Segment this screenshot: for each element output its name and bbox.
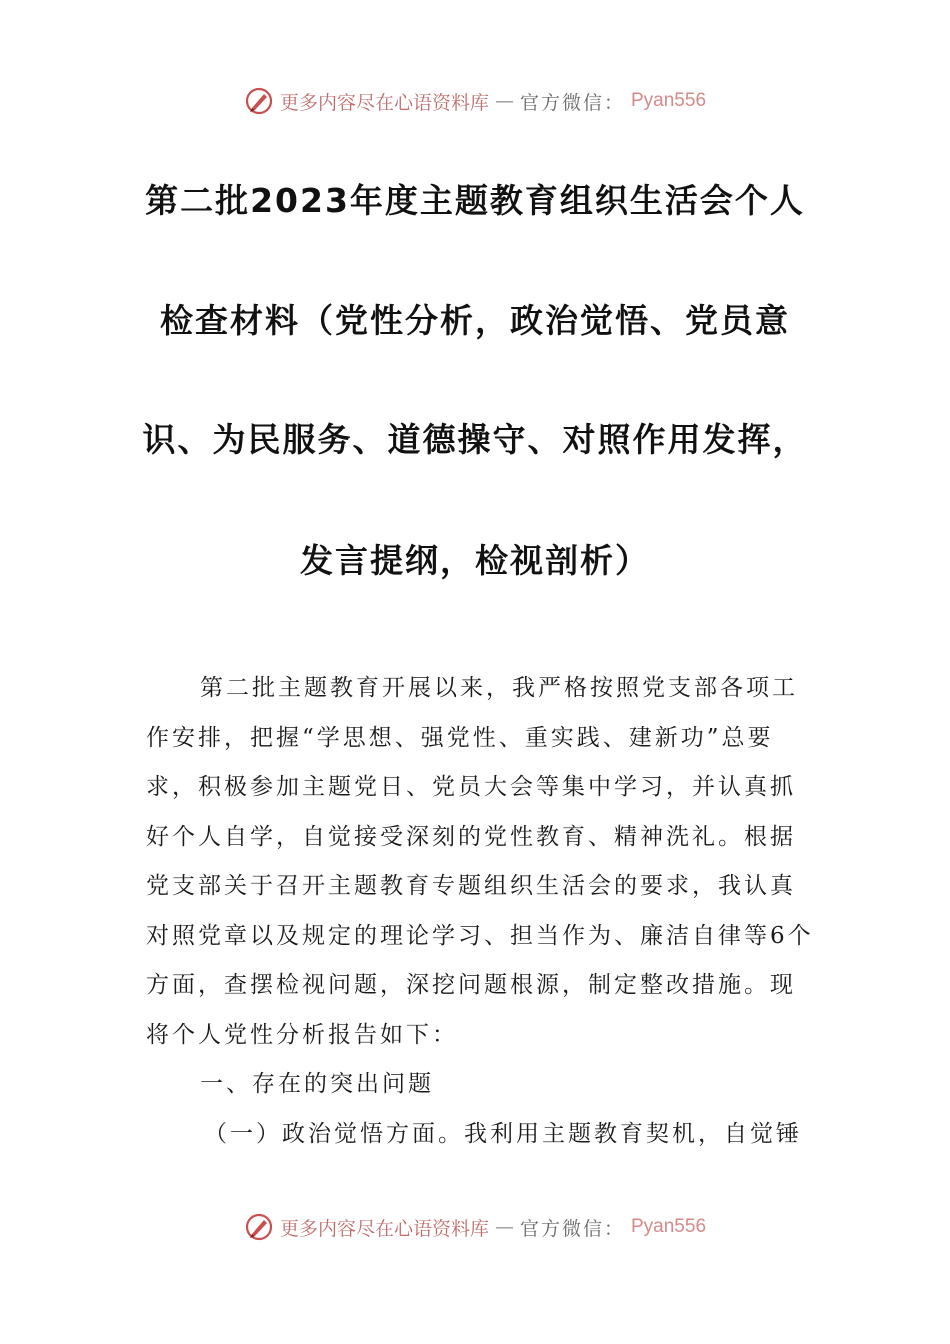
body-content [146,664,814,1159]
paragraph-line: 求，积极参加主题党日、党员大会等集中学习，并认真抓 [146,774,796,800]
paragraph-line: 方面，查摆检视问题，深挖问题根源，制定整改措施。现 [146,972,796,998]
watermark-text: 更多内容尽在心语资料库 [279,1217,489,1240]
paragraph-line: 好个人自学，自觉接受深刻的党性教育、精神洗礼。根据 [146,823,796,850]
title-line-3: 识、为民服务、道德操守、对照作用发挥， [142,420,808,459]
watermark-label: 官方微信： [519,91,625,114]
subsection-line: （一）政治觉悟方面。我利用主题教育契机，自觉锤 [204,1120,802,1147]
paragraph-line: 第二批主题教育开展以来，我严格按照党支部各项工 [200,675,798,701]
paragraph-line: 党支部关于召开主题教育专题组织生活会的要求，我认真 [146,873,796,899]
watermark-id: Pyan556 [631,1216,707,1237]
watermark-footer [0,1212,950,1242]
watermark-text: 更多内容尽在心语资料库 [279,91,489,114]
section-heading: 一、存在的突出问题 [200,1071,434,1097]
paragraph-line: 将个人党性分析报告如下： [146,1021,458,1048]
watermark-separator: — [494,1216,514,1238]
pen-logo-icon [244,1212,274,1242]
watermark-id: Pyan556 [631,90,707,111]
paragraph-line: 作安排，把握“学思想、强党性、重实践、建新功”总要 [146,724,774,751]
watermark-label: 官方微信： [519,1217,625,1240]
title-line-1: 第二批2023年度主题教育组织生活会个人 [145,181,805,220]
paragraph-line: 对照党章以及规定的理论学习、担当作为、廉洁自律等6个 [146,922,814,949]
title-line-4: 发言提纲，检视剖析） [300,541,650,580]
title-line-2: 检查材料（党性分析，政治觉悟、党员意 [160,301,790,340]
watermark-header [0,86,950,116]
watermark-separator: — [494,90,514,112]
pen-logo-icon [244,86,274,116]
